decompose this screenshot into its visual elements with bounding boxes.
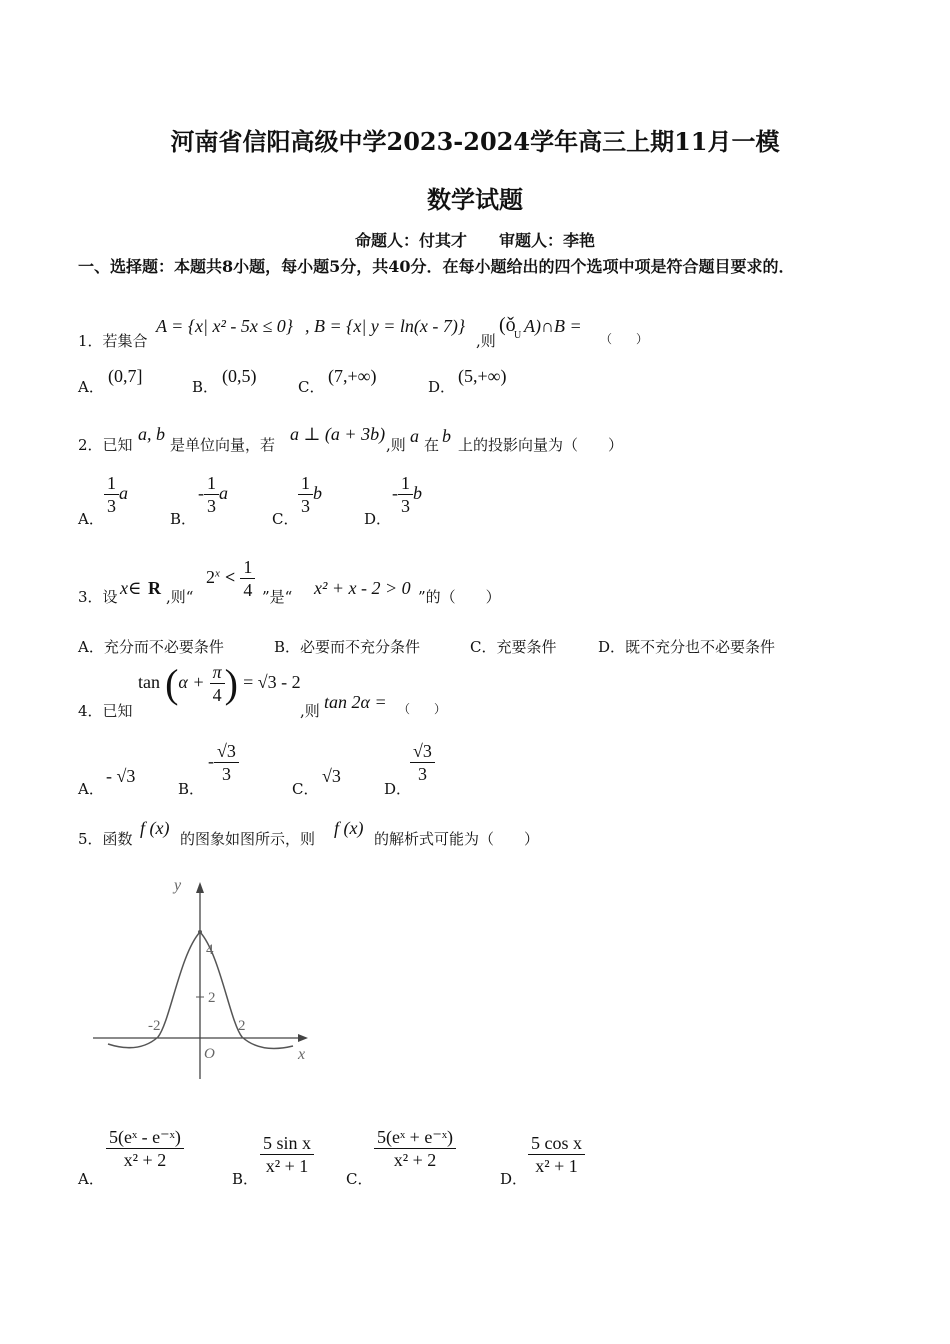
tick-label-neg2: -2 [148,1018,161,1034]
tick-label-2y: 2 [208,990,216,1006]
y-axis-arrow [196,882,204,893]
q5-function-graph [88,874,318,1084]
q1-then: ,则 [476,332,496,350]
q3-lead: 3．设 [78,588,118,606]
q2-option-d: - $\frac{1}{3}$ b [392,473,422,516]
q5-f: f (x) [140,818,170,838]
q5-option-b: $\frac{\text{5 sin x}}{\text{x² + 1}}$ [260,1132,314,1177]
q2-option-c: $\frac{1}{3}$ b [298,472,322,517]
q2-option-b-label: B． [170,510,197,528]
q2-text-1: 是单位向量，若 [170,436,276,454]
q2-lead: 2．已知 [78,436,133,454]
q2-text-4: 上的投影向量为（ ） [458,436,624,454]
q2-ab: a, b [138,424,165,444]
q1-option-c: (7,+∞) [328,366,377,386]
peak-point [198,930,202,934]
q1-option-d: (5,+∞) [458,366,507,386]
q5-option-b-label: B． [232,1170,259,1188]
q4-option-d-label: D． [384,780,412,798]
q2-option-b: - $\frac{1}{3}$ a [198,473,228,516]
q5-text-1: 的图象如图所示，则 [180,830,316,848]
q1-lead: 1．若集合 [78,332,148,350]
exam-subtitle: 数学试题 [427,185,523,214]
tick-label-4: 4 [206,942,214,958]
x-axis-arrow [298,1034,308,1042]
q2-option-a-label: A． [78,510,104,528]
q1-complement: (ǒ [499,314,516,336]
q4-option-a: - √3 [106,766,136,786]
q4-option-a-label: A． [78,780,104,798]
q5-option-a: $\frac{\text{5(eˣ - e⁻ˣ)}}{\text{x² + 2}}$ [106,1126,184,1171]
q2-option-d-label: D． [364,510,392,528]
q1-set-b: , B = {x| y = ln(x - 7)} [305,316,466,336]
section-heading: 一、选择题：本题共8小题，每小题5分，共40分．在每小题给出的四个选项中项是符合题目要求的． [78,257,795,276]
q1-option-c-label: C． [298,378,325,396]
q2-text-3: 在 [424,436,440,454]
q2-text-2: ,则 [386,436,406,454]
q4-option-c: √3 [322,766,341,786]
q1-option-b-label: B． [192,378,219,396]
q1-expression: A)∩B = [524,316,582,336]
exam-authors: 命题人：付其才 审题人：李艳 [354,231,595,250]
q5-option-c: $\frac{\text{5(eˣ + e⁻ˣ)}}{\text{x² + 2}}$ [374,1126,456,1171]
q4-blank: （ ） [398,702,447,716]
q5-option-d: $\frac{\text{5 cos x}}{\text{x² + 1}}$ [528,1132,585,1177]
y-label: y [174,877,182,894]
q3-option-c: C．充要条件 [470,638,557,656]
q5-option-d-label: D． [500,1170,528,1188]
q4-lead: 4．已知 [78,702,133,720]
q2-condition: a ⊥ (a + 3b) [290,424,386,444]
q1-set-a: A = {x| x² - 5x ≤ 0} [156,316,293,336]
q4-option-b: - $\frac{√3}{3}$ [208,740,239,785]
q4-option-b-label: B． [178,780,205,798]
q4-ask: tan 2α = [324,692,387,712]
tick-label-2x: 2 [238,1018,246,1034]
q1-complement-sub: U [514,330,522,341]
q2-option-c-label: C． [272,510,299,528]
q5-f-2: f (x) [334,818,364,838]
q4-given: tan (α + $\frac{\pi}{4}$ ) = √3 - 2 [138,661,301,706]
q3-text-2: ”是“ [262,588,293,606]
q3-reals: R [148,578,161,598]
q1-option-b: (0,5) [222,366,257,386]
q4-option-d: $\frac{√3}{3}$ [410,740,435,785]
q4-text-1: ,则 [300,702,320,720]
q4-option-c-label: C． [292,780,319,798]
x-label: x [298,1046,306,1063]
q3-option-b: B．必要而不充分条件 [274,638,421,656]
q1-option-a: (0,7] [108,366,143,386]
q5-lead: 5．函数 [78,830,133,848]
q1-option-a-label: A． [78,378,104,396]
q2-option-a: $\frac{1}{3}$ a [104,472,128,517]
q2-a: a [410,426,419,446]
q1-option-d-label: D． [428,378,456,396]
q5-option-a-label: A． [78,1170,104,1188]
exam-title: 河南省信阳高级中学2023-2024学年高三上期11月一模 [170,127,780,156]
q5-text-2: 的解析式可能为（ ） [374,830,540,848]
q1-blank: （ ） [600,332,649,346]
q3-option-d: D．既不充分也不必要条件 [598,638,776,656]
q3-condition-2: x² + x - 2 > 0 [314,578,411,598]
origin-label: O [204,1046,215,1062]
q3-text-1: ,则“ [166,588,194,606]
q3-condition-1: 2$^x$ < $\frac{1}{4}$ [206,556,255,601]
q3-option-a: A．充分而不必要条件 [78,638,224,656]
q2-b: b [442,426,451,446]
q3-text-3: ”的（ ） [418,588,501,606]
q5-option-c-label: C． [346,1170,373,1188]
q3-var: x∈ [120,578,142,598]
